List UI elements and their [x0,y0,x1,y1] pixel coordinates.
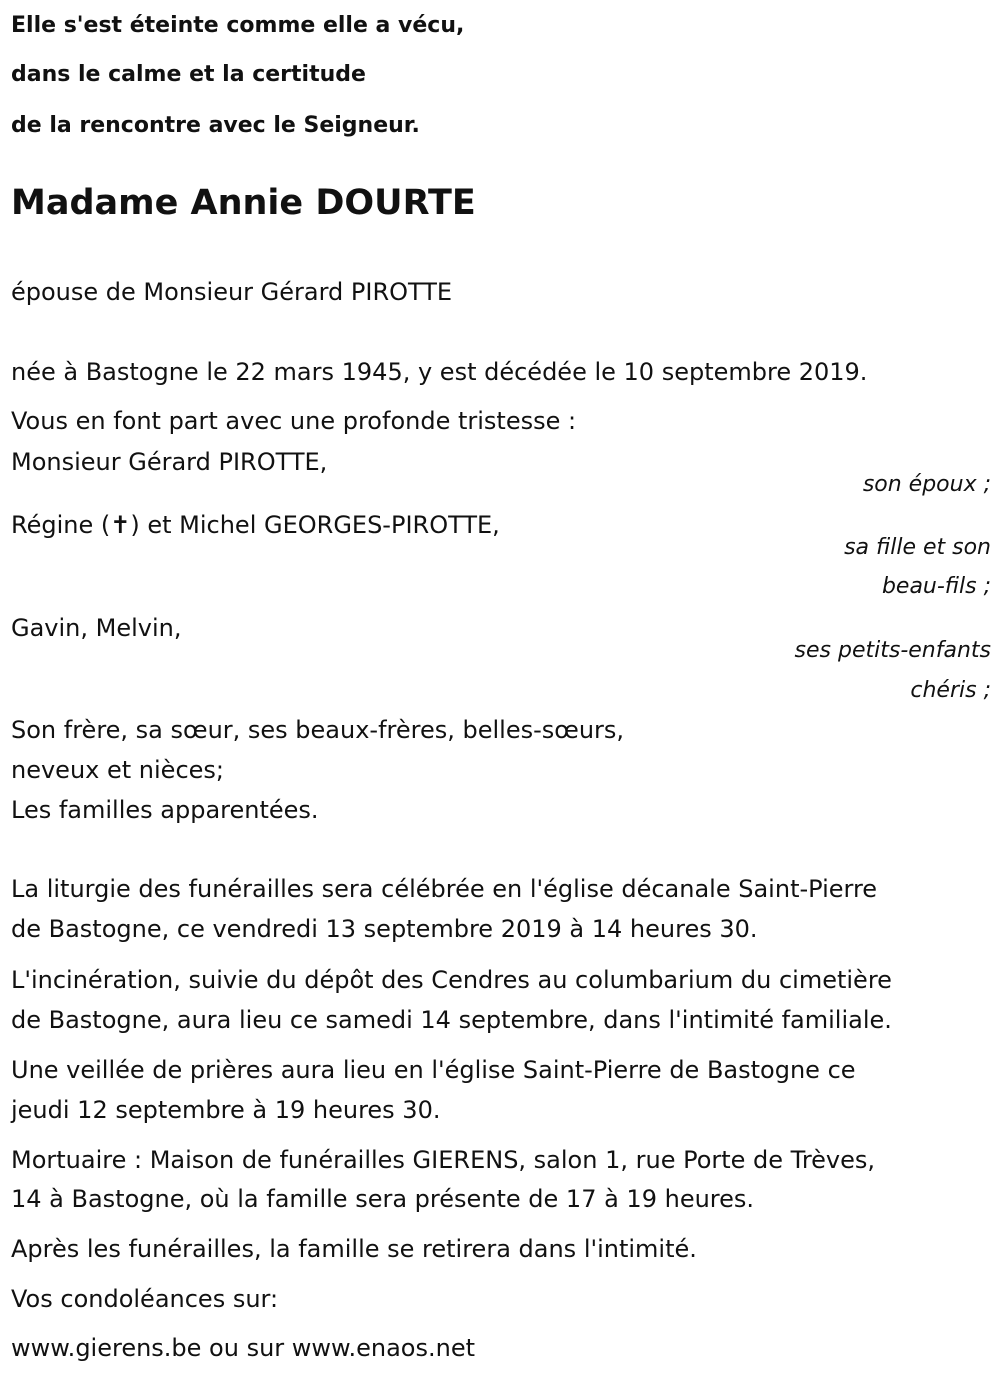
family-member-relation: chéris ; [910,678,991,703]
liturgy-line: de Bastogne, ce vendredi 13 septembre 2019 à 14 heures 30. [11,915,758,943]
vigil-line: jeudi 12 septembre à 19 heures 30. [11,1096,441,1124]
epitaph-line: de la rencontre avec le Seigneur. [11,113,420,138]
epitaph-line: dans le calme et la certitude [11,62,366,87]
announcement-intro: Vous en font part avec une profonde tristesse : [11,407,577,435]
extended-family-line: neveux et nièces; [11,756,224,784]
condolences-links: www.gierens.be ou sur www.enaos.net [11,1334,475,1362]
family-member-name: Régine (✝) et Michel GEORGES-PIROTTE, [11,511,500,539]
family-member-relation: ses petits-enfants [794,638,991,663]
liturgy-line: La liturgie des funérailles sera célébrée en l'église décanale Saint-Pierre [11,875,878,903]
cremation-line: L'incinération, suivie du dépôt des Cendres au columbarium du cimetière [11,966,892,994]
spouse-line: épouse de Monsieur Gérard PIROTTE [11,278,453,306]
epitaph-line: Elle s'est éteinte comme elle a vécu, [11,13,465,38]
family-member-relation: son époux ; [862,472,991,497]
mortuary-line: Mortuaire : Maison de funérailles GIERENS, salon 1, rue Porte de Trèves, [11,1146,876,1174]
vigil-line: Une veillée de prières aura lieu en l'église Saint-Pierre de Bastogne ce [11,1056,856,1084]
mortuary-line: 14 à Bastogne, où la famille sera présente de 17 à 19 heures. [11,1185,755,1213]
deceased-name: Madame Annie DOURTE [11,183,476,223]
family-member-relation: sa fille et son [844,535,991,560]
cremation-line: de Bastogne, aura lieu ce samedi 14 septembre, dans l'intimité familiale. [11,1006,892,1034]
birth-death-line: née à Bastogne le 22 mars 1945, y est décédée le 10 septembre 2019. [11,358,868,386]
family-member-name: Monsieur Gérard PIROTTE, [11,448,328,476]
family-member-name: Gavin, Melvin, [11,614,182,642]
extended-family-line: Son frère, sa sœur, ses beaux-frères, belles-sœurs, [11,716,625,744]
after-funeral-line: Après les funérailles, la famille se retirera dans l'intimité. [11,1235,697,1263]
condolences-label: Vos condoléances sur: [11,1285,279,1313]
family-member-relation: beau-fils ; [881,574,991,599]
extended-family-line: Les familles apparentées. [11,796,319,824]
